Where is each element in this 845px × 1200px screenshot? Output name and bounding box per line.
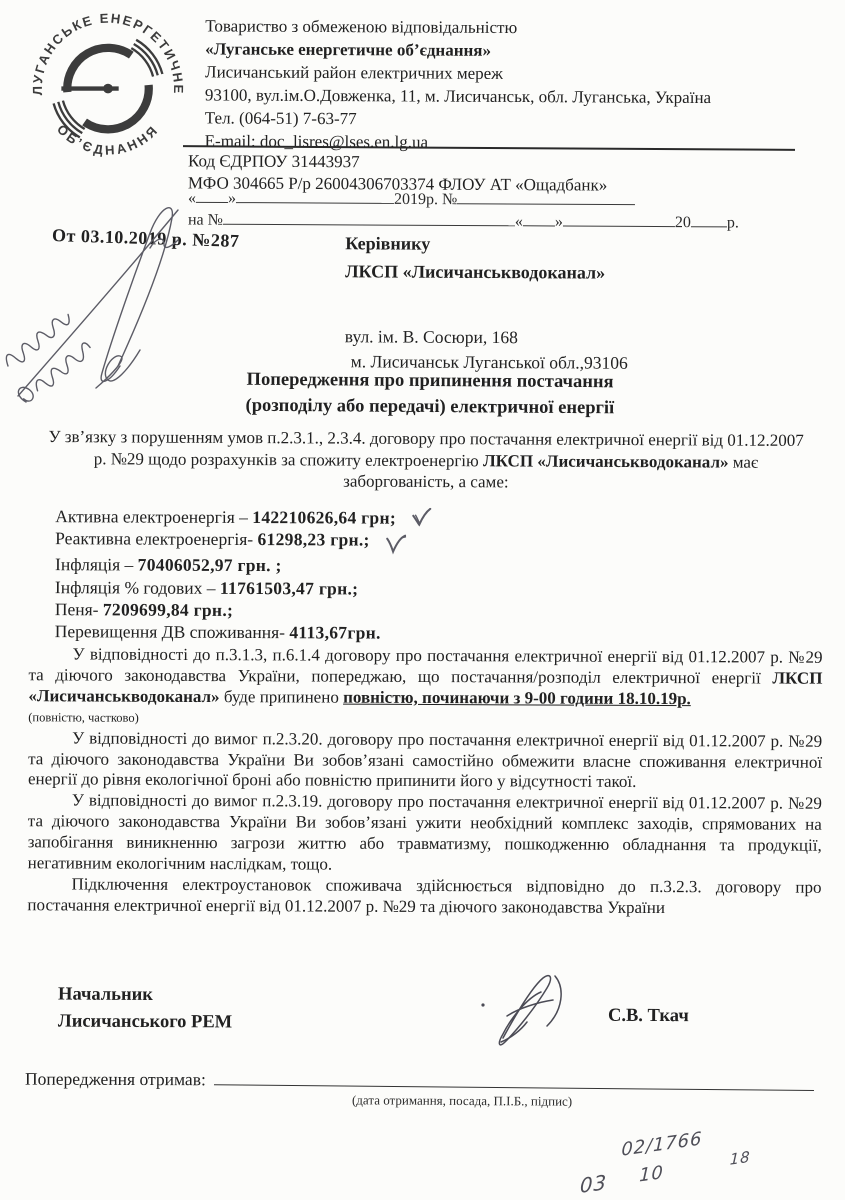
debt-item bbox=[55, 527, 432, 555]
clause-paragraph-1: У відповідності до вимог п.2.3.20. договору про постачання електричної енергії від 01.12.2007 р. №29 та діючого законодавства України Ви зобов’язані самостійно обмежити власне споживання електричної енергії до рівня екологічної броні або повністю припинити його у відсутності такої. bbox=[27, 728, 823, 792]
quote-open: « bbox=[187, 189, 197, 207]
signoff-post-line2: Лисичанського РЕМ bbox=[57, 1011, 233, 1033]
company-name: «Луганське енергетичне об’єднання» bbox=[205, 39, 492, 60]
document-title-line1: Попередження про припинення постачання bbox=[246, 369, 614, 393]
company-type: Товариство з обмеженою відповідальністю bbox=[205, 16, 518, 38]
signoff-name: С.В. Ткач bbox=[607, 1005, 689, 1027]
emblem-arc-text-top: ЛУГАНСЬКЕ ЕНЕРГЕТИЧНЕ bbox=[29, 10, 187, 96]
warning-text: У відповідності до п.3.1.3, п.6.1.4 договору про постачання електричної енергії від 01.12.2007 р. №29 та діючого законодавства України, попереджаю, що постачання/розподіл електричної енергії bbox=[28, 644, 823, 688]
signoff-signature bbox=[455, 958, 595, 1058]
year-20-label: 20 bbox=[674, 214, 691, 232]
warning-emphasis: повністю, починаючи з 9-00 години 18.10.19р. bbox=[343, 687, 691, 708]
clause-paragraph-2: У відповідності до вимог п.2.3.19. договору про постачання електричної енергії від 01.12.2007 р. №29 та діючого законодавства України Ви зобов’язані ужити необхідний комплекс заходів, спрямованих на запобігання виникненню загрози життю або травматизму, пошкодженню обладнання та продукції, негативним екологічним наслідкам, тощо. bbox=[27, 790, 822, 874]
debt-value: 4113,67грн. bbox=[289, 622, 381, 643]
document-title bbox=[150, 366, 710, 422]
debt-label: Реактивна електроенергія- bbox=[55, 528, 258, 550]
company-phone: Тел. (064-51) 7-63-77 bbox=[204, 108, 357, 129]
svg-text:ЛУГАНСЬКЕ ЕНЕРГЕТИЧНЕ bbox=[30, 11, 186, 96]
clause-paragraph-3: Підключення електроустановок споживача здійснюється відповідно до п.3.2.3. договору про постачання електричної енергії від 01.12.2007 р. №29 та діючого законодавства України bbox=[27, 874, 822, 917]
signoff-post-line1: Начальник bbox=[58, 984, 154, 1006]
debt-label: Активна електроенергія – bbox=[55, 506, 253, 528]
registration-note-year: 18 bbox=[729, 1147, 751, 1169]
debt-value: 61298,23 грн.; bbox=[257, 529, 370, 550]
intro-org-bold: ЛКСП «Лисичанськводоканал» bbox=[482, 450, 729, 472]
company-department: Лисичанський район електричних мереж bbox=[205, 62, 504, 83]
debt-item bbox=[55, 598, 432, 622]
debt-value: 11761503,47 грн.; bbox=[219, 577, 359, 599]
quote-close: » bbox=[227, 190, 237, 208]
debt-item bbox=[55, 620, 432, 644]
intro-text-post: має заборгованість, а саме: bbox=[343, 452, 759, 492]
emblem-symbol bbox=[54, 40, 163, 138]
fill-hint: (повністю, частково) bbox=[28, 709, 139, 725]
debt-item bbox=[55, 553, 432, 577]
blank-line bbox=[523, 212, 555, 226]
recipient-title: Керівнику bbox=[345, 233, 431, 254]
debt-value: 7209699,84 грн.; bbox=[102, 599, 234, 620]
company-edrpou: Код ЄДРПОУ 31443937 bbox=[188, 151, 360, 172]
company-email: E-mail: doc_lisres@lses.en.lg.ua bbox=[204, 131, 429, 152]
debt-label: Інфляція % годових – bbox=[54, 576, 221, 598]
signoff-post bbox=[58, 982, 233, 1037]
blank-line bbox=[691, 213, 727, 227]
na-no-label: на № bbox=[187, 211, 223, 229]
intro-text: У зв’язку з порушенням умов п.2.3.1., 2.3.4. договору про постачання електричної енергії від 01.12.2007 р. №29 щодо розрахунків за спожиту електроенергію bbox=[48, 427, 804, 470]
recipient-org: ЛКСП «Лисичанськводоканал» bbox=[345, 261, 606, 283]
quote-close: » bbox=[554, 213, 563, 231]
debt-label: Перевищення ДВ споживання- bbox=[54, 621, 290, 643]
checkmark-icon bbox=[384, 533, 406, 555]
r-label: р. bbox=[726, 214, 739, 232]
debt-label: Інфляція – bbox=[54, 554, 138, 575]
recipient-address-2: м. Лисичанськ Луганської обл.,93106 bbox=[350, 351, 628, 373]
registration-note-day: 03 bbox=[579, 1169, 608, 1198]
receipt-line bbox=[214, 1070, 814, 1091]
emblem-arc-text-bottom: ОБ’ЄДНАННЯ bbox=[53, 121, 163, 158]
recipient-address-1: вул. ім. В. Сосюри, 168 bbox=[344, 326, 518, 348]
document-title-line2: (розподілу або передачі) електричної енергії bbox=[245, 395, 615, 419]
company-bank: МФО 304665 Р/р 26004306703374 ФЛОУ АТ «Ощадбанк» bbox=[187, 173, 608, 195]
year-label: 2019р. № bbox=[393, 190, 458, 209]
ref-form-line bbox=[188, 211, 739, 233]
intro-paragraph bbox=[42, 426, 810, 495]
debt-item bbox=[55, 576, 432, 600]
warning-org-bold: ЛКСП «Лисичанськводоканал» bbox=[28, 668, 823, 706]
debts-list bbox=[55, 505, 432, 644]
debt-item bbox=[55, 505, 432, 529]
outgoing-ref: От 03.10.2019 р. №287 bbox=[51, 225, 240, 251]
warning-paragraph bbox=[28, 644, 822, 710]
warning-text-2: буде припинено bbox=[219, 686, 344, 707]
debt-value: 142210626,64 грн; bbox=[252, 507, 397, 528]
debt-label: Пеня- bbox=[54, 599, 103, 620]
receipt-label: Попередження отримав: bbox=[24, 1068, 206, 1090]
company-emblem bbox=[20, 6, 196, 176]
registration-note-number: 02/1766 bbox=[621, 1128, 703, 1161]
blank-line bbox=[457, 190, 635, 205]
company-address: 93100, вул.ім.О.Довженка, 11, м. Лисичанськ, обл. Луганська, Україна bbox=[204, 85, 712, 108]
registration-note bbox=[568, 1110, 816, 1200]
blank-line bbox=[563, 213, 675, 228]
debt-value: 70406052,97 грн. ; bbox=[137, 554, 282, 576]
checkmark-icon bbox=[410, 508, 432, 528]
body-text bbox=[27, 644, 822, 919]
recipient-block bbox=[345, 231, 629, 375]
receipt-hint: (дата отримання, посада, П.І.Б., підпис) bbox=[351, 1092, 573, 1109]
quote-open: « bbox=[514, 213, 523, 231]
letterhead bbox=[205, 14, 816, 155]
receipt-row bbox=[25, 1069, 814, 1093]
registration-note-month: 10 bbox=[638, 1161, 665, 1187]
